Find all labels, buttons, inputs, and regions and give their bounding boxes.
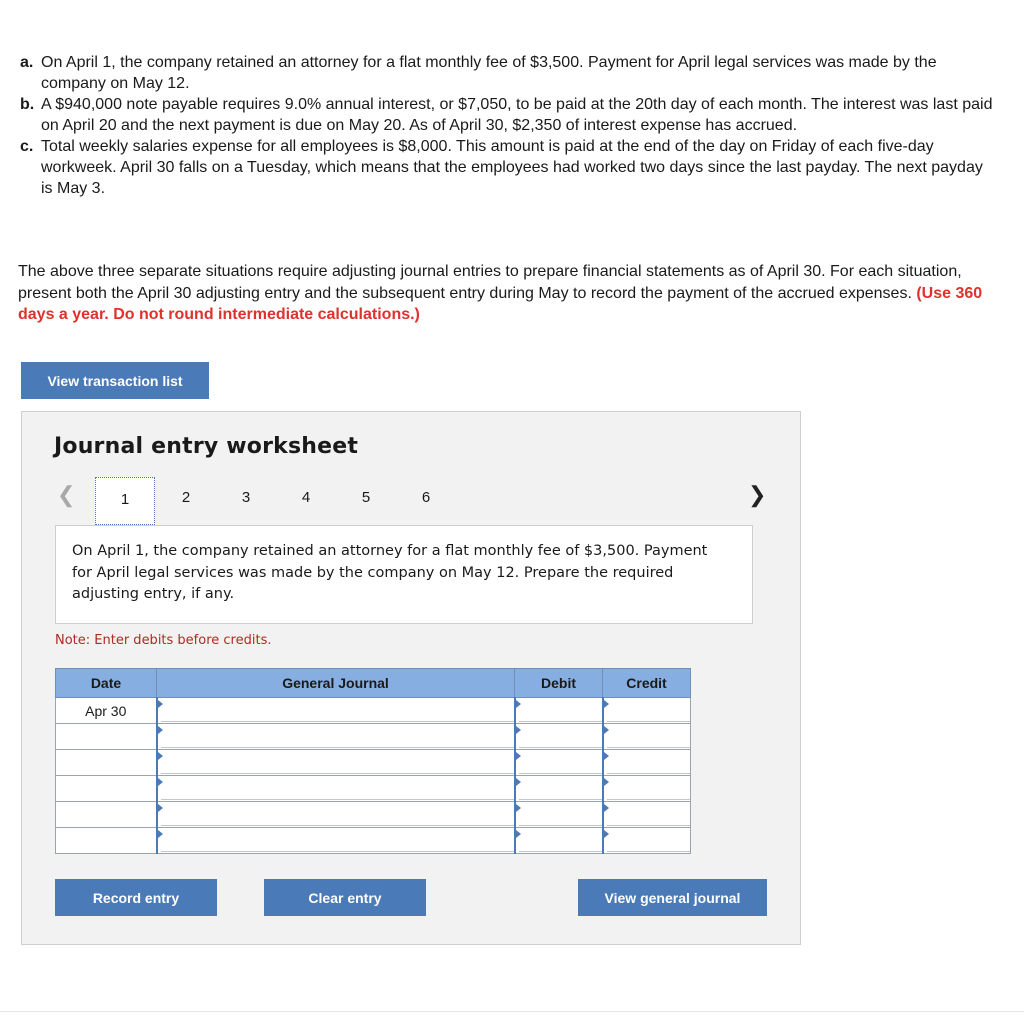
account-input[interactable] xyxy=(158,802,514,827)
account-input[interactable] xyxy=(158,828,514,853)
view-general-journal-button[interactable]: View general journal xyxy=(578,879,767,916)
question-text: On April 1, the company retained an attorney for a flat monthly fee of $3,500. Payment for April legal services was made by the company on May 12. Prepare the required adjusting entry, if any. xyxy=(72,543,708,602)
table-row xyxy=(56,724,691,750)
date-cell xyxy=(56,776,157,802)
debit-cell[interactable] xyxy=(515,828,603,854)
table-row xyxy=(56,698,691,724)
debit-input[interactable] xyxy=(516,698,602,723)
credit-input[interactable] xyxy=(604,724,691,749)
account-input[interactable] xyxy=(158,776,514,801)
account-cell[interactable] xyxy=(157,802,515,828)
credit-cell[interactable] xyxy=(603,750,691,776)
table-row xyxy=(56,802,691,828)
situation-list xyxy=(20,52,995,199)
date-cell xyxy=(56,828,157,854)
account-cell[interactable] xyxy=(157,698,515,724)
account-input[interactable] xyxy=(158,724,514,749)
account-cell[interactable] xyxy=(157,750,515,776)
credit-cell[interactable] xyxy=(603,724,691,750)
chevron-left-icon[interactable]: ❮ xyxy=(57,482,76,507)
step-tab-4[interactable]: 4 xyxy=(301,489,311,506)
date-cell xyxy=(56,750,157,776)
table-header-row xyxy=(56,669,691,698)
credit-cell[interactable] xyxy=(603,698,691,724)
situation-b xyxy=(20,94,995,136)
general-journal-table xyxy=(55,668,691,854)
situation-text: On April 1, the company retained an attorney for a flat monthly fee of $3,500. Payment for April legal services was made by the company on May 12. xyxy=(41,54,937,92)
note-text: Note: Enter debits before credits. xyxy=(55,633,272,648)
view-transaction-list-button[interactable]: View transaction list xyxy=(21,362,209,399)
account-cell[interactable] xyxy=(157,776,515,802)
record-entry-button[interactable]: Record entry xyxy=(55,879,217,916)
debit-input[interactable] xyxy=(516,802,602,827)
step-tab-1[interactable]: 1 xyxy=(95,477,155,525)
table-row xyxy=(56,776,691,802)
date-cell: Apr 30 xyxy=(56,698,157,724)
debit-input[interactable] xyxy=(516,750,602,775)
situation-text: Total weekly salaries expense for all employees is $8,000. This amount is paid at the end of the day on Friday of each five-day workweek. April 30 falls on a Tuesday, which means that the employees had worked two days since the last payday. The next payday is May 3. xyxy=(41,138,983,197)
chevron-right-icon[interactable]: ❯ xyxy=(748,482,767,507)
step-tab-5[interactable]: 5 xyxy=(361,489,371,506)
account-input[interactable] xyxy=(158,750,514,775)
column-header-credit: Credit xyxy=(603,669,691,698)
instructions xyxy=(18,261,998,326)
situation-c xyxy=(20,136,995,199)
credit-input[interactable] xyxy=(604,802,691,827)
situation-label: a. xyxy=(20,54,34,71)
credit-input[interactable] xyxy=(604,828,691,853)
debit-input[interactable] xyxy=(516,724,602,749)
instructions-emphasis: (Use 360 days a year. Do not round intermediate calculations.) xyxy=(18,284,983,323)
clear-entry-button[interactable]: Clear entry xyxy=(264,879,426,916)
account-cell[interactable] xyxy=(157,724,515,750)
column-header-date: Date xyxy=(56,669,157,698)
debit-cell[interactable] xyxy=(515,698,603,724)
step-tab-3[interactable]: 3 xyxy=(241,489,251,506)
credit-cell[interactable] xyxy=(603,828,691,854)
column-header-general-journal: General Journal xyxy=(157,669,515,698)
situation-label: c. xyxy=(20,138,34,155)
situation-text: A $940,000 note payable requires 9.0% annual interest, or $7,050, to be paid at the 20th day of each month. The interest was last paid on April 20 and the next payment is due on May 20. As of April 30, $2,350 of interest expense has accrued. xyxy=(41,96,993,134)
date-cell xyxy=(56,802,157,828)
step-tab-6[interactable]: 6 xyxy=(421,489,431,506)
table-row xyxy=(56,750,691,776)
divider xyxy=(0,1011,1024,1012)
debit-input[interactable] xyxy=(516,828,602,853)
account-cell[interactable] xyxy=(157,828,515,854)
instructions-text: The above three separate situations require adjusting journal entries to prepare financial statements as of April 30. For each situation, present both the April 30 adjusting entry and the subsequent entry during May to record the payment of the accrued expenses. xyxy=(18,263,962,302)
debit-cell[interactable] xyxy=(515,776,603,802)
credit-cell[interactable] xyxy=(603,776,691,802)
debit-input[interactable] xyxy=(516,776,602,801)
step-tab-2[interactable]: 2 xyxy=(181,489,191,506)
situation-label: b. xyxy=(20,96,35,113)
credit-cell[interactable] xyxy=(603,802,691,828)
debit-cell[interactable] xyxy=(515,724,603,750)
credit-input[interactable] xyxy=(604,698,691,723)
column-header-debit: Debit xyxy=(515,669,603,698)
table-row xyxy=(56,828,691,854)
debit-cell[interactable] xyxy=(515,802,603,828)
date-cell xyxy=(56,724,157,750)
situation-a xyxy=(20,52,995,94)
credit-input[interactable] xyxy=(604,750,691,775)
account-input[interactable] xyxy=(158,698,514,723)
credit-input[interactable] xyxy=(604,776,691,801)
worksheet-title: Journal entry worksheet xyxy=(54,434,359,459)
debit-cell[interactable] xyxy=(515,750,603,776)
